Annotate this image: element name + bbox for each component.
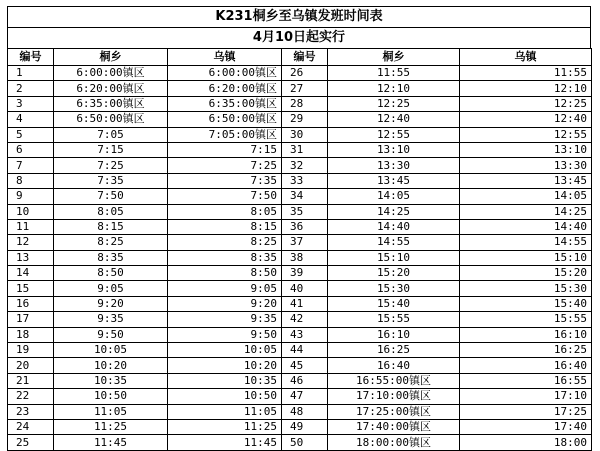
cell-wuzhen-right: 14:05 xyxy=(460,189,592,204)
cell-wuzhen-left: 6:00:00镇区 xyxy=(168,66,282,81)
cell-tongxiang-right: 12:40 xyxy=(328,112,460,127)
cell-number-right: 49 xyxy=(282,419,328,434)
cell-tongxiang-right: 12:55 xyxy=(328,127,460,142)
cell-tongxiang-right: 17:10:00镇区 xyxy=(328,389,460,404)
cell-wuzhen-right: 14:55 xyxy=(460,235,592,250)
table-row xyxy=(8,312,592,327)
cell-number-left: 20 xyxy=(8,358,54,373)
header-tongxiang-left: 桐乡 xyxy=(54,49,168,66)
cell-number-left: 8 xyxy=(8,173,54,188)
cell-tongxiang-right: 14:55 xyxy=(328,235,460,250)
cell-tongxiang-left: 6:00:00镇区 xyxy=(54,66,168,81)
cell-number-right: 30 xyxy=(282,127,328,142)
cell-wuzhen-right: 17:25 xyxy=(460,404,592,419)
cell-tongxiang-right: 13:30 xyxy=(328,158,460,173)
cell-tongxiang-left: 7:25 xyxy=(54,158,168,173)
cell-tongxiang-left: 7:15 xyxy=(54,142,168,157)
table-row xyxy=(8,358,592,373)
cell-tongxiang-left: 9:35 xyxy=(54,312,168,327)
cell-tongxiang-left: 6:35:00镇区 xyxy=(54,96,168,111)
cell-wuzhen-right: 17:40 xyxy=(460,419,592,434)
timetable-body xyxy=(8,66,592,451)
table-row xyxy=(8,81,592,96)
cell-wuzhen-right: 17:10 xyxy=(460,389,592,404)
cell-tongxiang-left: 6:50:00镇区 xyxy=(54,112,168,127)
cell-number-left: 9 xyxy=(8,189,54,204)
table-row xyxy=(8,373,592,388)
header-number-left: 编号 xyxy=(8,49,54,66)
table-row xyxy=(8,266,592,281)
cell-wuzhen-left: 11:45 xyxy=(168,435,282,450)
cell-wuzhen-left: 6:50:00镇区 xyxy=(168,112,282,127)
cell-tongxiang-right: 11:55 xyxy=(328,66,460,81)
table-row xyxy=(8,219,592,234)
cell-tongxiang-left: 8:50 xyxy=(54,266,168,281)
table-row xyxy=(8,235,592,250)
table-row xyxy=(8,296,592,311)
table-row xyxy=(8,127,592,142)
cell-wuzhen-right: 13:30 xyxy=(460,158,592,173)
cell-number-left: 5 xyxy=(8,127,54,142)
cell-tongxiang-left: 6:20:00镇区 xyxy=(54,81,168,96)
cell-wuzhen-right: 13:10 xyxy=(460,142,592,157)
cell-tongxiang-left: 11:25 xyxy=(54,419,168,434)
cell-wuzhen-left: 7:15 xyxy=(168,142,282,157)
cell-wuzhen-right: 16:25 xyxy=(460,343,592,358)
cell-tongxiang-left: 8:35 xyxy=(54,250,168,265)
cell-wuzhen-left: 8:50 xyxy=(168,266,282,281)
cell-number-right: 42 xyxy=(282,312,328,327)
table-row xyxy=(8,250,592,265)
cell-wuzhen-left: 7:25 xyxy=(168,158,282,173)
cell-tongxiang-right: 15:20 xyxy=(328,266,460,281)
timetable-subtitle: 4月10日起实行 xyxy=(7,27,591,48)
cell-wuzhen-right: 15:40 xyxy=(460,296,592,311)
cell-tongxiang-right: 14:25 xyxy=(328,204,460,219)
cell-wuzhen-left: 8:35 xyxy=(168,250,282,265)
cell-wuzhen-right: 11:55 xyxy=(460,66,592,81)
cell-number-right: 28 xyxy=(282,96,328,111)
cell-tongxiang-right: 17:25:00镇区 xyxy=(328,404,460,419)
cell-tongxiang-right: 14:40 xyxy=(328,219,460,234)
cell-number-left: 16 xyxy=(8,296,54,311)
cell-number-right: 27 xyxy=(282,81,328,96)
table-row xyxy=(8,281,592,296)
cell-tongxiang-right: 17:40:00镇区 xyxy=(328,419,460,434)
cell-wuzhen-right: 16:40 xyxy=(460,358,592,373)
cell-number-left: 11 xyxy=(8,219,54,234)
table-row xyxy=(8,66,592,81)
table-row xyxy=(8,389,592,404)
cell-number-right: 38 xyxy=(282,250,328,265)
cell-tongxiang-left: 8:25 xyxy=(54,235,168,250)
header-wuzhen-right: 乌镇 xyxy=(460,49,592,66)
cell-number-left: 13 xyxy=(8,250,54,265)
cell-wuzhen-right: 12:25 xyxy=(460,96,592,111)
cell-tongxiang-left: 11:45 xyxy=(54,435,168,450)
cell-wuzhen-left: 9:20 xyxy=(168,296,282,311)
cell-number-left: 17 xyxy=(8,312,54,327)
cell-number-left: 7 xyxy=(8,158,54,173)
cell-wuzhen-left: 6:20:00镇区 xyxy=(168,81,282,96)
cell-wuzhen-left: 10:50 xyxy=(168,389,282,404)
cell-number-left: 21 xyxy=(8,373,54,388)
cell-wuzhen-left: 10:05 xyxy=(168,343,282,358)
cell-wuzhen-left: 8:15 xyxy=(168,219,282,234)
cell-number-right: 43 xyxy=(282,327,328,342)
cell-tongxiang-right: 13:10 xyxy=(328,142,460,157)
cell-number-right: 50 xyxy=(282,435,328,450)
table-row xyxy=(8,96,592,111)
table-row xyxy=(8,173,592,188)
cell-wuzhen-right: 15:55 xyxy=(460,312,592,327)
table-row xyxy=(8,204,592,219)
header-tongxiang-right: 桐乡 xyxy=(328,49,460,66)
cell-tongxiang-left: 7:35 xyxy=(54,173,168,188)
cell-wuzhen-right: 18:00 xyxy=(460,435,592,450)
cell-wuzhen-left: 7:05:00镇区 xyxy=(168,127,282,142)
cell-tongxiang-right: 16:25 xyxy=(328,343,460,358)
table-row xyxy=(8,189,592,204)
cell-number-right: 41 xyxy=(282,296,328,311)
cell-wuzhen-left: 7:35 xyxy=(168,173,282,188)
cell-wuzhen-left: 10:35 xyxy=(168,373,282,388)
cell-number-right: 48 xyxy=(282,404,328,419)
cell-tongxiang-left: 7:50 xyxy=(54,189,168,204)
cell-number-right: 46 xyxy=(282,373,328,388)
cell-number-left: 14 xyxy=(8,266,54,281)
cell-tongxiang-left: 9:05 xyxy=(54,281,168,296)
cell-wuzhen-left: 8:25 xyxy=(168,235,282,250)
cell-tongxiang-right: 16:10 xyxy=(328,327,460,342)
cell-wuzhen-left: 7:50 xyxy=(168,189,282,204)
cell-number-left: 3 xyxy=(8,96,54,111)
cell-number-left: 6 xyxy=(8,142,54,157)
cell-number-right: 29 xyxy=(282,112,328,127)
cell-wuzhen-right: 12:10 xyxy=(460,81,592,96)
cell-tongxiang-left: 10:20 xyxy=(54,358,168,373)
cell-wuzhen-right: 12:40 xyxy=(460,112,592,127)
cell-wuzhen-right: 14:25 xyxy=(460,204,592,219)
cell-tongxiang-right: 15:40 xyxy=(328,296,460,311)
timetable-sheet xyxy=(7,6,591,451)
cell-tongxiang-right: 18:00:00镇区 xyxy=(328,435,460,450)
cell-number-left: 4 xyxy=(8,112,54,127)
timetable-title: K231桐乡至乌镇发班时间表 xyxy=(7,6,591,27)
table-row xyxy=(8,435,592,450)
cell-tongxiang-right: 12:25 xyxy=(328,96,460,111)
cell-number-left: 2 xyxy=(8,81,54,96)
header-number-right: 编号 xyxy=(282,49,328,66)
cell-wuzhen-right: 12:55 xyxy=(460,127,592,142)
table-row xyxy=(8,112,592,127)
timetable-table xyxy=(7,48,592,451)
cell-wuzhen-left: 6:35:00镇区 xyxy=(168,96,282,111)
cell-number-right: 39 xyxy=(282,266,328,281)
cell-number-right: 33 xyxy=(282,173,328,188)
cell-wuzhen-right: 13:45 xyxy=(460,173,592,188)
table-row xyxy=(8,343,592,358)
cell-number-left: 1 xyxy=(8,66,54,81)
cell-tongxiang-left: 10:35 xyxy=(54,373,168,388)
cell-number-right: 32 xyxy=(282,158,328,173)
cell-number-right: 31 xyxy=(282,142,328,157)
cell-wuzhen-right: 16:55 xyxy=(460,373,592,388)
cell-tongxiang-left: 7:05 xyxy=(54,127,168,142)
table-row xyxy=(8,142,592,157)
table-row xyxy=(8,419,592,434)
cell-wuzhen-left: 9:05 xyxy=(168,281,282,296)
header-row xyxy=(8,49,592,66)
cell-number-left: 23 xyxy=(8,404,54,419)
header-wuzhen-left: 乌镇 xyxy=(168,49,282,66)
cell-wuzhen-left: 9:35 xyxy=(168,312,282,327)
cell-wuzhen-left: 9:50 xyxy=(168,327,282,342)
cell-number-right: 34 xyxy=(282,189,328,204)
cell-wuzhen-left: 11:25 xyxy=(168,419,282,434)
cell-tongxiang-left: 8:05 xyxy=(54,204,168,219)
cell-wuzhen-right: 15:20 xyxy=(460,266,592,281)
cell-wuzhen-left: 10:20 xyxy=(168,358,282,373)
cell-number-left: 18 xyxy=(8,327,54,342)
cell-number-right: 40 xyxy=(282,281,328,296)
cell-number-right: 36 xyxy=(282,219,328,234)
cell-number-right: 26 xyxy=(282,66,328,81)
cell-number-left: 15 xyxy=(8,281,54,296)
cell-tongxiang-right: 16:55:00镇区 xyxy=(328,373,460,388)
cell-tongxiang-right: 14:05 xyxy=(328,189,460,204)
cell-tongxiang-right: 16:40 xyxy=(328,358,460,373)
cell-wuzhen-left: 8:05 xyxy=(168,204,282,219)
cell-wuzhen-right: 14:40 xyxy=(460,219,592,234)
cell-tongxiang-left: 10:05 xyxy=(54,343,168,358)
cell-number-right: 45 xyxy=(282,358,328,373)
cell-wuzhen-right: 15:30 xyxy=(460,281,592,296)
table-row xyxy=(8,158,592,173)
cell-tongxiang-left: 8:15 xyxy=(54,219,168,234)
cell-number-left: 25 xyxy=(8,435,54,450)
cell-number-right: 35 xyxy=(282,204,328,219)
cell-number-left: 10 xyxy=(8,204,54,219)
cell-tongxiang-right: 15:10 xyxy=(328,250,460,265)
cell-tongxiang-right: 15:55 xyxy=(328,312,460,327)
cell-number-left: 12 xyxy=(8,235,54,250)
cell-number-left: 22 xyxy=(8,389,54,404)
cell-number-left: 24 xyxy=(8,419,54,434)
cell-tongxiang-left: 9:50 xyxy=(54,327,168,342)
cell-tongxiang-right: 13:45 xyxy=(328,173,460,188)
cell-wuzhen-left: 11:05 xyxy=(168,404,282,419)
cell-tongxiang-right: 12:10 xyxy=(328,81,460,96)
table-row xyxy=(8,404,592,419)
cell-number-right: 47 xyxy=(282,389,328,404)
cell-tongxiang-left: 9:20 xyxy=(54,296,168,311)
cell-number-left: 19 xyxy=(8,343,54,358)
cell-wuzhen-right: 15:10 xyxy=(460,250,592,265)
cell-wuzhen-right: 16:10 xyxy=(460,327,592,342)
cell-tongxiang-left: 10:50 xyxy=(54,389,168,404)
cell-number-right: 37 xyxy=(282,235,328,250)
table-row xyxy=(8,327,592,342)
cell-tongxiang-left: 11:05 xyxy=(54,404,168,419)
cell-number-right: 44 xyxy=(282,343,328,358)
cell-tongxiang-right: 15:30 xyxy=(328,281,460,296)
